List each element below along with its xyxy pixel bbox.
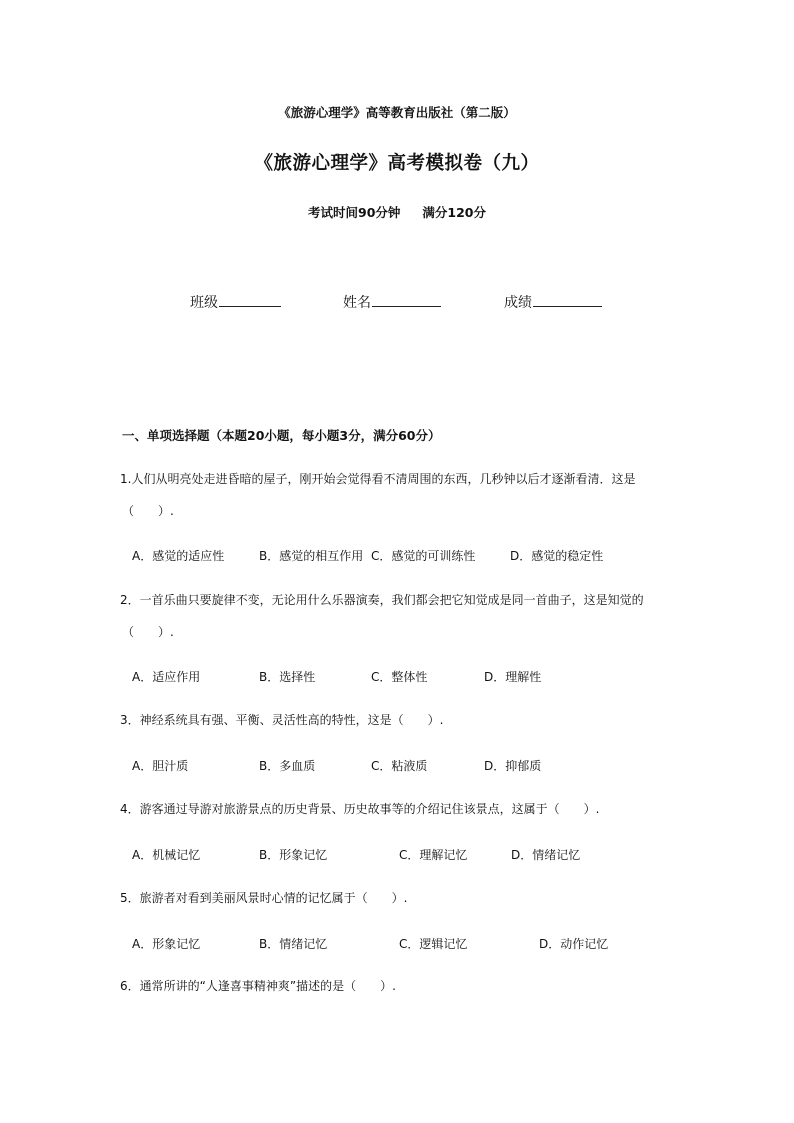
class-blank-line <box>219 291 281 307</box>
question-3-option-c: C．粘液质 <box>371 759 428 773</box>
question-5-option-c: C．逻辑记忆 <box>399 937 468 951</box>
section-heading: 一、单项选择题（本题20小题，每小题3分，满分60分） <box>122 428 441 443</box>
question-4-option-d: D．情绪记忆 <box>511 848 581 862</box>
question-4-option-c: C．理解记忆 <box>399 848 468 862</box>
question-2-blank: （ ）. <box>122 625 174 639</box>
class-field <box>190 291 281 312</box>
question-4-option-a: A．机械记忆 <box>132 848 201 862</box>
question-1-option-d: D．感觉的稳定性 <box>510 549 604 563</box>
question-5-option-b: B．情绪记忆 <box>259 937 328 951</box>
exam-title: 《旅游心理学》高考模拟卷（九） <box>254 153 540 174</box>
question-4-text: 4．游客通过导游对旅游景点的历史背景、历史故事等的介绍记住该景点，这属于（ ）. <box>120 802 600 816</box>
question-1-option-b: B．感觉的相互作用 <box>259 549 364 563</box>
question-2-option-d: D．理解性 <box>484 670 542 684</box>
question-5-text: 5．旅游者对看到美丽风景时心情的记忆属于（ ）. <box>120 891 408 905</box>
question-5-option-a: A．形象记忆 <box>132 937 201 951</box>
name-label: 姓名 <box>343 295 371 311</box>
question-2-text: 2．一首乐曲只要旋律不变，无论用什么乐器演奏，我们都会把它知觉成是同一首曲子，这是知觉的 <box>120 593 644 607</box>
exam-time: 考试时间90分钟 <box>308 205 401 220</box>
question-3-text: 3．神经系统具有强、平衡、灵活性高的特性，这是（ ）. <box>120 713 444 727</box>
question-4-option-b: B．形象记忆 <box>259 848 328 862</box>
question-1-blank: （ ）. <box>122 504 174 518</box>
class-label: 班级 <box>190 295 218 311</box>
textbook-subtitle: 《旅游心理学》高等教育出版社（第二版） <box>278 105 516 120</box>
question-5-option-d: D．动作记忆 <box>539 937 609 951</box>
question-1-text: 1.人们从明亮处走进昏暗的屋子，刚开始会觉得看不清周围的东西，几秒钟以后才逐渐看清．这是 <box>120 472 636 486</box>
question-2-option-b: B．选择性 <box>259 670 316 684</box>
score-label: 成绩 <box>504 295 532 311</box>
question-3-option-a: A．胆汁质 <box>132 759 189 773</box>
question-3-option-b: B．多血质 <box>259 759 316 773</box>
question-2-option-a: A．适应作用 <box>132 670 201 684</box>
exam-info <box>0 203 794 221</box>
question-3-option-d: D．抑郁质 <box>484 759 542 773</box>
question-6-text: 6．通常所讲的“人逢喜事精神爽”描述的是（ ）. <box>120 979 396 993</box>
question-1-option-c: C．感觉的可训练性 <box>371 549 476 563</box>
name-field <box>343 291 441 312</box>
full-score: 满分120分 <box>422 205 486 220</box>
question-2-option-c: C．整体性 <box>371 670 428 684</box>
name-blank-line <box>372 291 441 307</box>
question-1-option-a: A．感觉的适应性 <box>132 549 225 563</box>
score-field <box>504 291 602 312</box>
score-blank-line <box>533 291 602 307</box>
